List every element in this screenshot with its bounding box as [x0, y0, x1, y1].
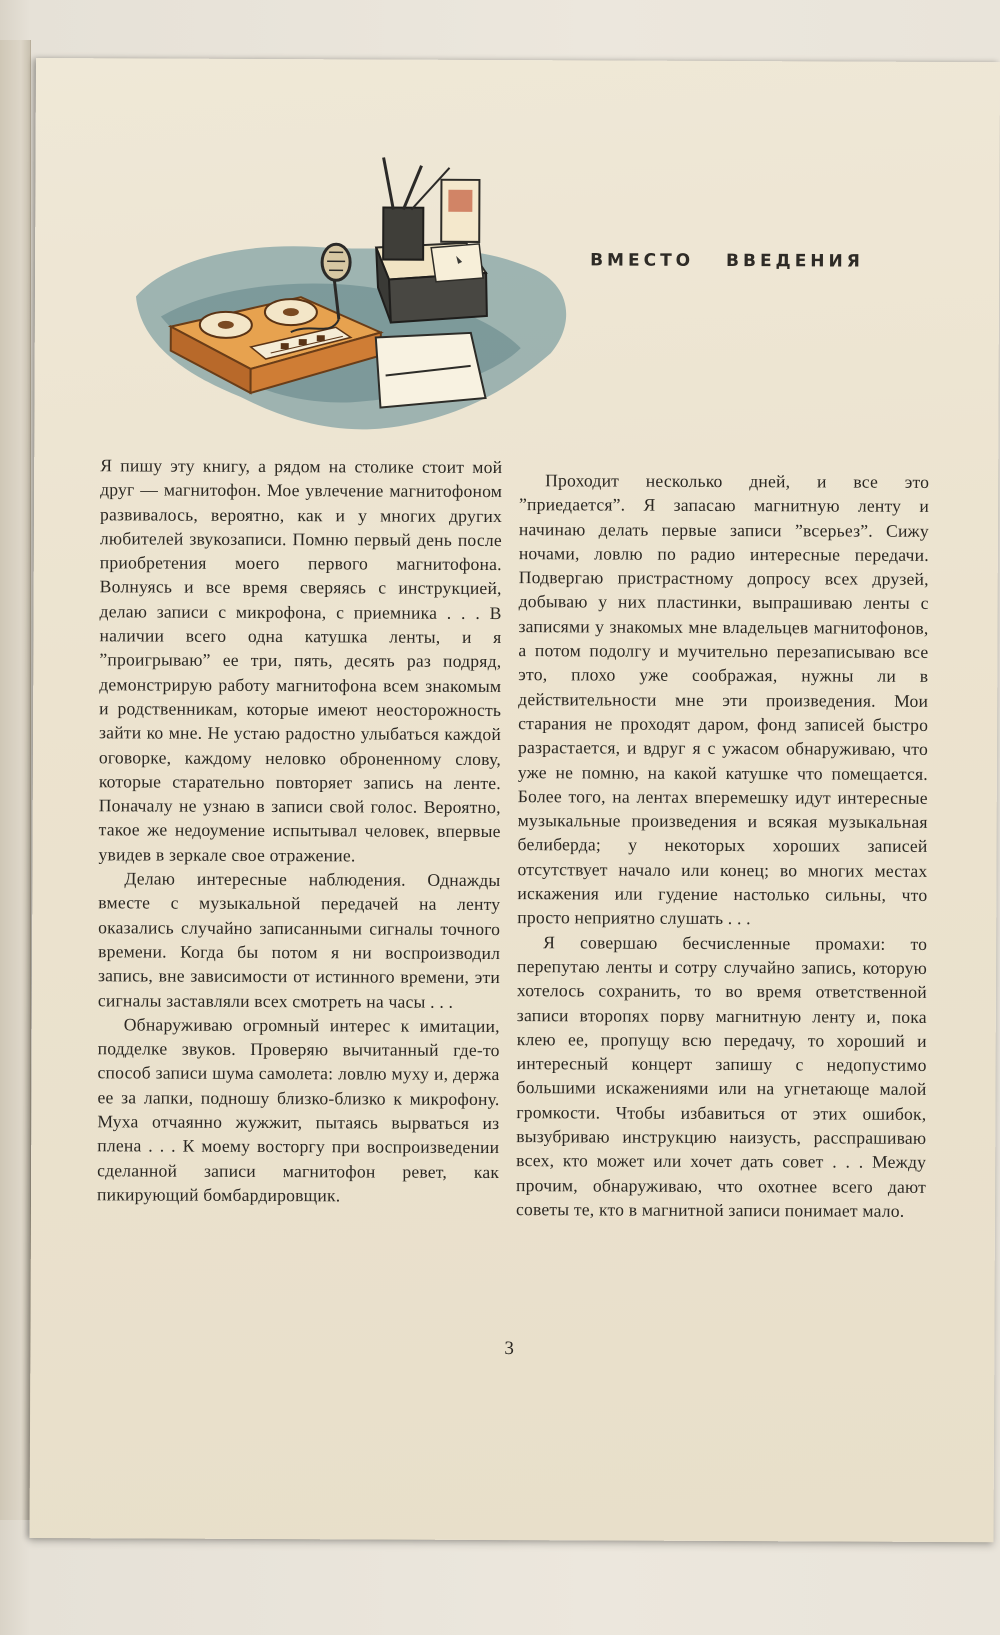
paragraph: Обнаруживаю огромный интерес к имитации, подделке звуков. Проверяю вычитанный где-то способ записи шума самолета: ловлю муху и, держа ее за лапки, подношу близко-близко к микрофону. Муха отчаянно жужжит, пытаясь вырваться из плена . . . К моему восторгу при воспроизведении сделанной записи магнитофон ревет, как пикирующий бомбардировщик. — [96, 1014, 500, 1206]
desk-organizer — [376, 157, 488, 322]
book-page — [30, 58, 1000, 1542]
tape-recorder-illustration — [130, 146, 581, 438]
previous-page-edge — [0, 40, 31, 1520]
paragraph: Я пишу эту книгу, а рядом на столике стоит мой друг — магнитофон. Мое увлечение магнитофоном развивалось, вероятно, как и у многих других любителей звукозаписи. Помню первый день после приобретения моего первого магнитофона. Волнуясь и все время сверяясь с инструкцией, делаю записи с микрофона, с приемника . . . В наличии всего одна катушка ленты, и я ”проигрываю” ее три, пять, десять раз подряд, демонстрирую работу магнитофона всем знакомым и родственникам, которые имеют неосторожность зайти ко мне. Не устаю радостно улыбаться каждой оговорке, каждому неловко оброненному слову, которые старательно повторяет запись на ленте. Поначалу не узнаю в записи свой голос. Вероятно, такое же недоумение испытывал человек, впервые увидев в зеркале свое отражение. — [98, 455, 503, 866]
paragraph: Делаю интересные наблюдения. Однажды вместе с музыкальной передачей на ленту оказались случайно записанными сигналы точного времени. Когда бы потом я ни воспроизводил запись, вне зависимости от истинного времени, эти сигналы заставляли всех смотреть на часы . . . — [97, 868, 501, 1012]
text-column-left — [97, 453, 502, 1208]
paragraph: Проходит несколько дней, и все это ”приедается”. Я запасаю магнитную ленту и начинаю делать первые записи ”всерьез”. Сижу ночами, ловлю по радио интересные передачи. Подвергаю пристрастному допросу всех друзей, добываю у них пластинки, выпрашиваю ленты с записями у знакомых мне владельцев магнитофонов, а потом подолгу и мучительно перезаписываю все это, плохо уже соображая, нужны ли в действительности мне эти произведения. Мои старания не проходят даром, фонд записей быстро разрастается, и вдруг я с ужасом обнаруживаю, что уже не помню, на какой катушке что помещается. Более того, на лентах вперемешку идут интересные музыкальные произведения и всякая музыкальная белиберда; у некоторых хороших записей отсутствует начало или конец; во многих местах искажения или гудение настолько сильны, что просто неприятно слушать . . . — [517, 470, 930, 929]
text-column-right — [516, 468, 929, 1223]
notepad — [375, 332, 485, 407]
page-number: 3 — [504, 1338, 514, 1360]
paragraph: Я совершаю бесчисленные промахи: то перепутаю ленты и сотру случайно запись, которую хотелось сохранить, то во время ответственной записи второпях порву магнитную ленту и, пока клею ее, пропущу всю передачу, то хороший и интересный концерт запишу с недопустимо большими искажениями или на угнетающе малой громкости. Чтобы избавиться от этих ошибок, вызубриваю инструкцию наизусть, расспрашиваю всех, кто может или хочет дать совет . . . Между прочим, обнаруживаю, что охотнее всего дают советы те, кто в магнитной записи понимает мало. — [515, 931, 928, 1221]
chapter-heading: ВМЕСТО ВВЕДЕНИЯ — [590, 250, 864, 272]
